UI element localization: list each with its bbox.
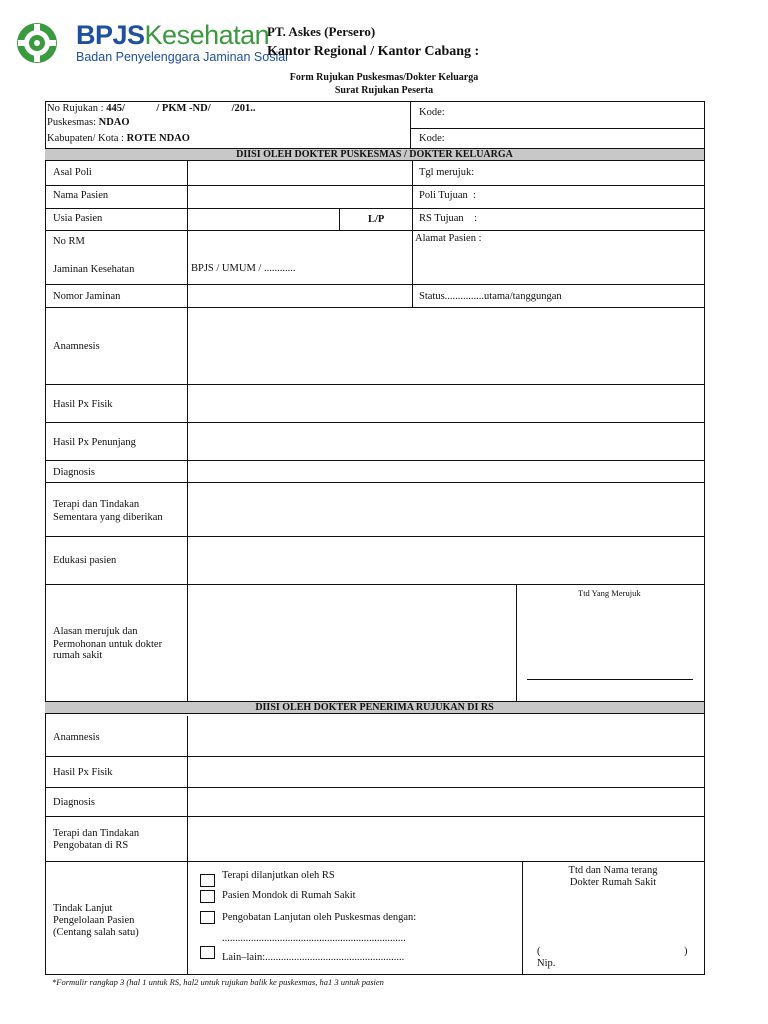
paren-open: (	[537, 946, 541, 957]
signature-line	[527, 679, 693, 680]
jaminan-value: BPJS / UMUM / ............	[191, 263, 296, 274]
brand-accent: Kesehatan	[144, 20, 270, 50]
form-subtitle: Surat Rujukan Peserta	[334, 85, 434, 96]
kode-1: Kode:	[419, 107, 445, 118]
label-anamnesis: Anamnesis	[53, 341, 100, 352]
label-hasil-px-fisik: Hasil Px Fisik	[53, 399, 113, 410]
office-label: Kantor Regional / Kantor Cabang :	[267, 44, 480, 59]
kabupaten-label: Kabupaten/ Kota :	[47, 133, 127, 144]
label-tindak-2: Pengelolaan Pasien	[53, 915, 135, 926]
form-title: Form Rujukan Puskesmas/Dokter Keluarga	[289, 72, 479, 83]
kabupaten	[47, 132, 190, 145]
option-lain-lain: Lain–lain:.....................................................	[222, 952, 405, 963]
label-terapi-1: Terapi dan Tindakan	[53, 499, 140, 510]
puskesmas-label: Puskesmas:	[47, 117, 99, 128]
paren-close: )	[684, 946, 688, 957]
label-tindak-1: Tindak Lanjut	[53, 903, 113, 914]
label-asal-poli: Asal Poli	[53, 167, 92, 178]
label-ttd-merujuk: Ttd Yang Merujuk	[578, 588, 641, 598]
label-terapi-2: Sementara yang diberikan	[53, 512, 163, 523]
label-alasan-2: Permohonan untuk dokter	[53, 639, 163, 650]
label-status: Status...............utama/tanggungan	[419, 291, 562, 302]
label-no-rm: No RM	[53, 236, 85, 247]
no-rujukan	[47, 102, 256, 115]
puskesmas	[47, 116, 130, 129]
label-alamat-pasien: Alamat Pasien :	[415, 233, 482, 244]
option-pengobatan-lanjutan: Pengobatan Lanjutan oleh Puskesmas dengan:	[222, 912, 417, 923]
label-hasil-px-penunjang: Hasil Px Penunjang	[53, 437, 136, 448]
label-diagnosis: Diagnosis	[53, 467, 95, 478]
label-ttd-rs-2: Dokter Rumah Sakit	[569, 877, 657, 888]
label-rs-anamnesis: Anamnesis	[53, 732, 100, 743]
brand-subtitle: Badan Penyelenggara Jaminan Sosial	[76, 50, 288, 64]
label-nomor-jaminan: Nomor Jaminan	[53, 291, 121, 302]
section-heading-puskesmas: DIISI OLEH DOKTER PUSKESMAS / DOKTER KELUARGA	[45, 148, 704, 161]
option-pasien-mondok: Pasien Mondok di Rumah Sakit	[222, 890, 356, 901]
label-nama-pasien: Nama Pasien	[53, 190, 109, 201]
label-rs-terapi-2: Pengobatan di RS	[53, 840, 129, 851]
label-rs-terapi-1: Terapi dan Tindakan	[53, 828, 140, 839]
kabupaten-value: ROTE NDAO	[126, 133, 190, 144]
label-alasan-3: rumah sakit	[53, 650, 103, 661]
label-rs-hasil-px-fisik: Hasil Px Fisik	[53, 767, 113, 778]
checkbox-lain-lain[interactable]	[200, 946, 215, 959]
label-alasan-1: Alasan merujuk dan	[53, 626, 138, 637]
label-nip: Nip.	[537, 958, 556, 969]
kode-2: Kode:	[419, 133, 445, 144]
label-poli-tujuan: Poli Tujuan :	[419, 190, 476, 201]
label-edukasi: Edukasi pasien	[53, 555, 117, 566]
label-tgl-merujuk: Tgl merujuk:	[419, 167, 475, 178]
label-tindak-3: (Centang salah satu)	[53, 927, 139, 938]
label-usia-pasien: Usia Pasien	[53, 213, 103, 224]
checkbox-pengobatan-lanjutan[interactable]	[200, 911, 215, 924]
no-rujukan-label: No Rujukan :	[47, 103, 107, 114]
brand-main: BPJS	[76, 20, 145, 50]
section-heading-rs: DIISI OLEH DOKTER PENERIMA RUJUKAN DI RS	[45, 701, 704, 714]
option-pengobatan-line: ......................................................................	[222, 933, 406, 944]
checkbox-pasien-mondok[interactable]	[200, 890, 215, 903]
label-lp: L/P	[368, 214, 385, 225]
checkbox-terapi-rs[interactable]	[200, 874, 215, 887]
puskesmas-value: NDAO	[98, 117, 130, 128]
label-ttd-rs-1: Ttd dan Nama terang	[568, 865, 658, 876]
label-jaminan: Jaminan Kesehatan	[53, 264, 135, 275]
label-rs-diagnosis: Diagnosis	[53, 797, 95, 808]
company-name: PT. Askes (Persero)	[267, 24, 376, 39]
label-rs-tujuan: RS Tujuan :	[419, 213, 478, 224]
no-rujukan-value: 445/ / PKM -ND/ /201..	[106, 103, 256, 114]
footer-note: *Formulir rangkap 3 (hal 1 untuk RS, hal2 untuk rujukan balik ke puskesmas, ha1 3 untuk pasien	[52, 977, 384, 987]
option-terapi-rs: Terapi dilanjutkan oleh RS	[222, 870, 335, 881]
